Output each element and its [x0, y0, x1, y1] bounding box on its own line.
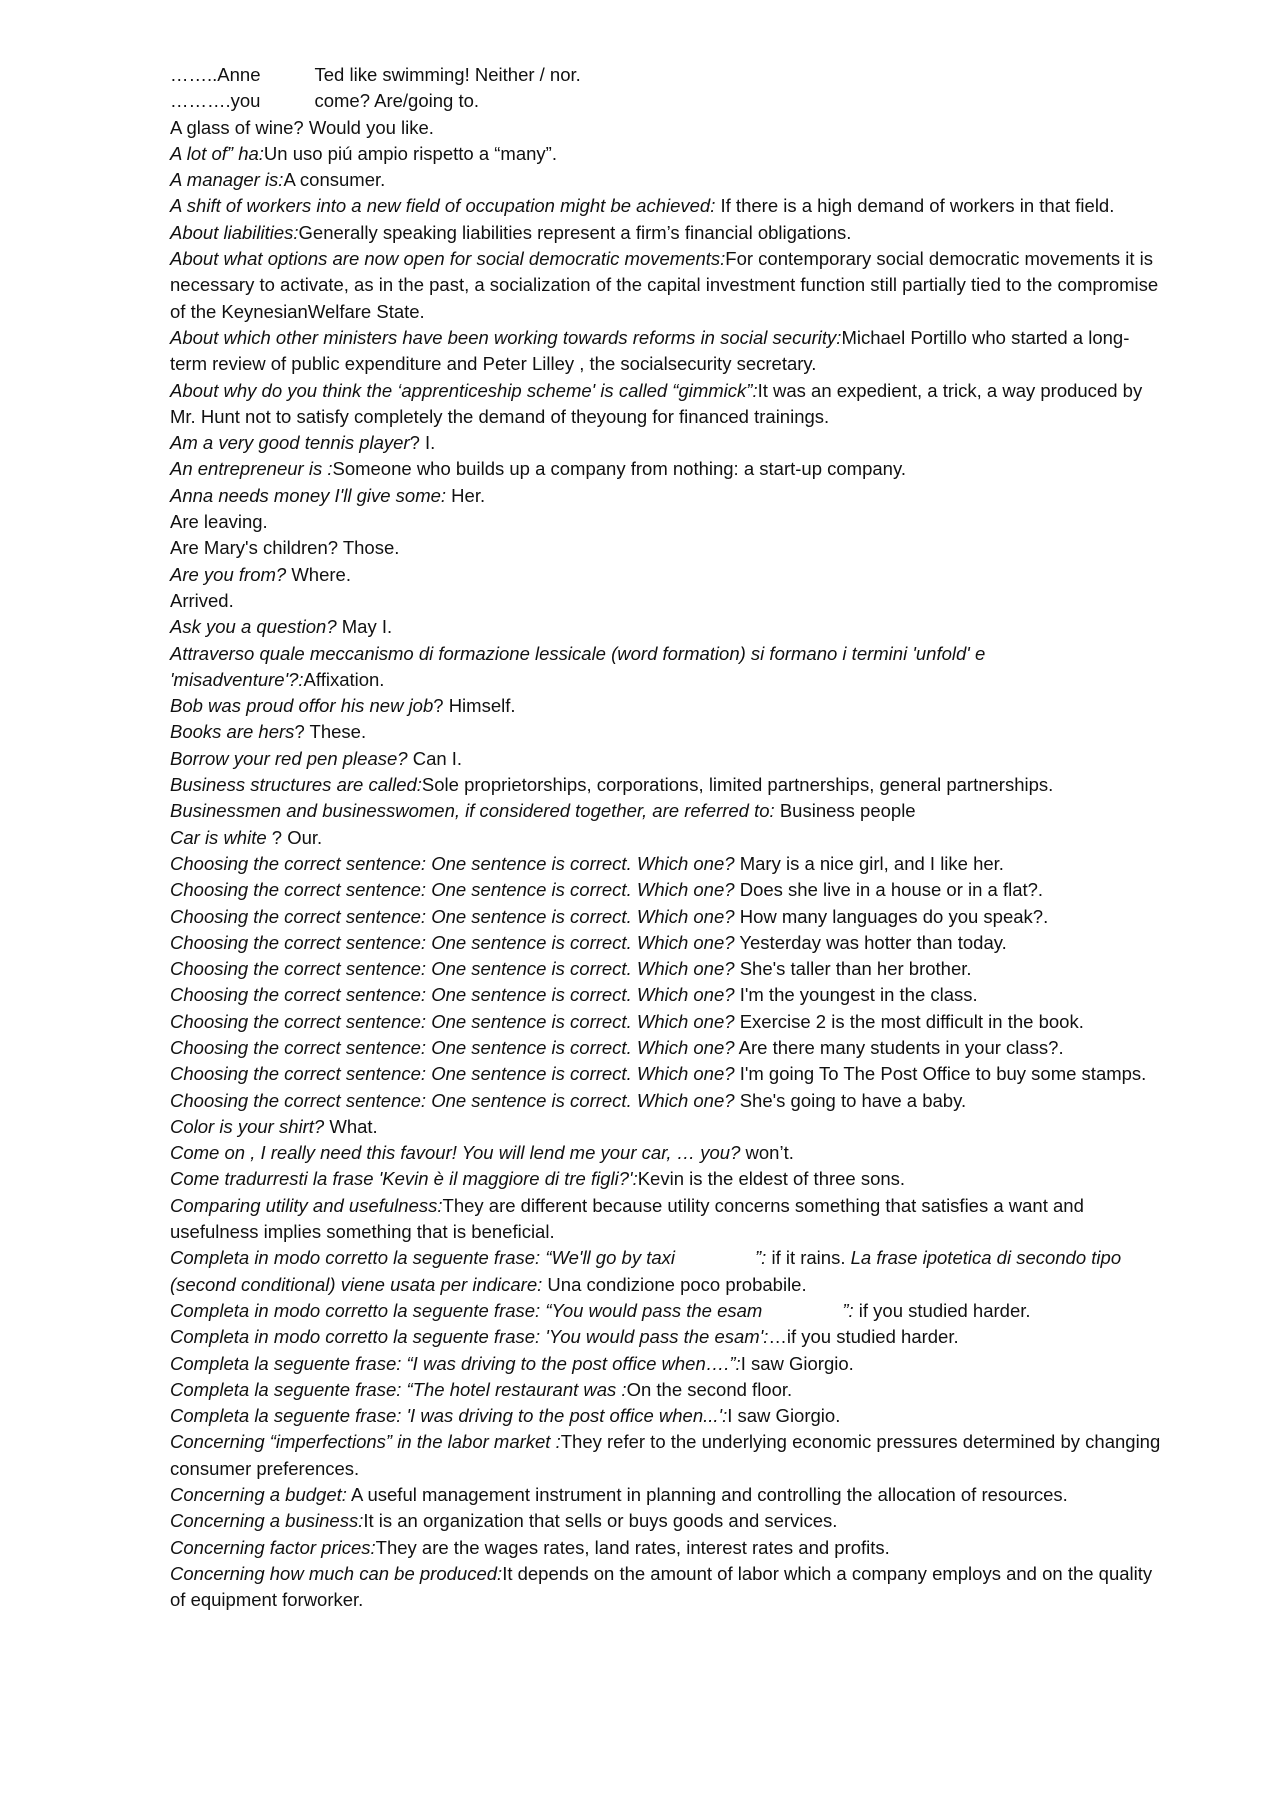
answer-text: Yesterday was hotter than today.	[734, 931, 1007, 953]
answer-text: I'm the youngest in the class.	[734, 984, 978, 1006]
qa-entry	[170, 167, 1170, 193]
answer-text: I'm going To The Post Office to buy some stamps.	[734, 1063, 1147, 1085]
question-text: Concerning factor prices:	[170, 1536, 376, 1558]
qa-entry	[170, 877, 1170, 903]
qa-entry	[170, 1482, 1170, 1508]
answer-text: Generally speaking liabilities represent a firm’s financial obligations.	[298, 221, 852, 243]
qa-entry	[170, 1298, 1170, 1324]
answer-text: I saw Giorgio.	[727, 1405, 841, 1427]
question-text: Are you from?	[170, 563, 287, 585]
answer-text: …if you studied harder.	[768, 1326, 959, 1348]
qa-entry	[170, 1403, 1170, 1429]
question-text: A shift of workers into a new field of occupation might be achieved:	[170, 195, 716, 217]
qa-entry	[170, 1088, 1170, 1114]
qa-entry	[170, 246, 1170, 325]
answer-text: Her.	[446, 484, 486, 506]
question-text: ”:	[755, 1247, 767, 1269]
qa-entry	[170, 1193, 1170, 1246]
qa-entry	[170, 798, 1170, 824]
answer-text: Where.	[286, 563, 351, 585]
qa-entry	[170, 1035, 1170, 1061]
qa-entry	[170, 115, 1170, 141]
question-text: Concerning a business:	[170, 1510, 364, 1532]
answer-text: For contemporary social democratic movements it is necessary to activate, as in the past, a socialization of the capital investment function still partially tied to the compromise of the KeynesianWelfare State.	[170, 248, 1159, 322]
answer-text: They are the wages rates, land rates, interest rates and profits.	[375, 1536, 890, 1558]
qa-entry	[170, 193, 1170, 219]
answer-text: What.	[324, 1115, 378, 1137]
qa-entry	[170, 956, 1170, 982]
question-text: Completa in modo corretto la seguente frase: “You would pass the esam	[170, 1299, 763, 1321]
qa-entry	[170, 456, 1170, 482]
question-text: About which other ministers have been working towards reforms in social security:	[170, 326, 842, 348]
answer-text: Does she live in a house or in a flat?.	[734, 879, 1044, 901]
qa-entry	[170, 378, 1170, 431]
qa-entry	[170, 535, 1170, 561]
question-text: Borrow your red pen please?	[170, 747, 408, 769]
answer-text: won’t.	[740, 1142, 794, 1164]
answer-text: if it rains.	[766, 1247, 846, 1269]
question-text: Choosing the correct sentence: One sentence is correct. Which one?	[170, 879, 735, 901]
qa-entry	[170, 141, 1170, 167]
answer-text: Are leaving.	[170, 511, 268, 533]
answer-text: Are there many students in your class?.	[734, 1036, 1064, 1058]
answer-text: come? Are/going to.	[314, 90, 480, 112]
answer-text: It was an expedient, a trick, a way produced by Mr. Hunt not to satisfy completely the demand of theyoung for financed trainings.	[170, 379, 1143, 427]
answer-text: A glass of wine? Would you like.	[170, 116, 434, 138]
question-text: ”:	[842, 1299, 854, 1321]
answer-text: Arrived.	[170, 589, 234, 611]
qa-entry	[170, 62, 1170, 88]
question-text: Choosing the correct sentence: One sentence is correct. Which one?	[170, 1089, 735, 1111]
question-text: About liabilities:	[170, 221, 299, 243]
qa-entry	[170, 562, 1170, 588]
question-text: Concerning a budget:	[170, 1484, 347, 1506]
qa-entry	[170, 1061, 1170, 1087]
qa-entry	[170, 719, 1170, 745]
answer-text: Kevin is the eldest of three sons.	[637, 1168, 906, 1190]
qa-entry	[170, 1324, 1170, 1350]
question-text: An entrepreneur is :	[170, 458, 333, 480]
qa-entry	[170, 1245, 1170, 1298]
question-text: Car is white	[170, 826, 267, 848]
answer-text: She's going to have a baby.	[734, 1089, 967, 1111]
answer-text: They are different because utility concerns something that satisfies a want and usefulness implies something that is beneficial.	[170, 1194, 1084, 1243]
qa-entry	[170, 772, 1170, 798]
qa-entry	[170, 1114, 1170, 1140]
question-text: Color is your shirt?	[170, 1115, 325, 1137]
answer-text: A consumer.	[283, 169, 386, 191]
question-text: Choosing the correct sentence: One sentence is correct. Which one?	[170, 958, 735, 980]
qa-entry	[170, 1535, 1170, 1561]
answer-text: How many languages do you speak?.	[734, 905, 1049, 927]
qa-entry	[170, 982, 1170, 1008]
question-text: Choosing the correct sentence: One sentence is correct. Which one?	[170, 905, 735, 927]
question-text: Business structures are called:	[170, 774, 422, 796]
answer-text: It is an organization that sells or buys goods and services.	[363, 1510, 838, 1532]
answer-text: Michael Portillo who started a long- term review of public expenditure and Peter Lilley , the socialsecurity secretary.	[170, 326, 1130, 375]
answer-text: Affixation.	[303, 668, 385, 690]
question-text: Choosing the correct sentence: One sentence is correct. Which one?	[170, 1010, 735, 1032]
qa-entry	[170, 1561, 1170, 1614]
answer-text: Can I.	[407, 747, 463, 769]
answer-text: Sole proprietorships, corporations, limited partnerships, general partnerships.	[421, 774, 1054, 796]
answer-text: ? Our.	[266, 826, 323, 848]
qa-entry	[170, 88, 1170, 114]
qa-entry	[170, 825, 1170, 851]
qa-entry	[170, 1351, 1170, 1377]
qa-entry	[170, 588, 1170, 614]
answer-text: A useful management instrument in planning and controlling the allocation of resources.	[346, 1484, 1068, 1506]
question-text: Choosing the correct sentence: One sentence is correct. Which one?	[170, 852, 735, 874]
qa-entry	[170, 614, 1170, 640]
question-text: A lot of” ha:	[170, 142, 264, 164]
question-text: Completa la seguente frase: 'I was driving to the post office when...':	[170, 1405, 728, 1427]
qa-entry	[170, 641, 1170, 694]
answer-text: I saw Giorgio.	[740, 1352, 854, 1374]
answer-text: They refer to the underlying economic pressures determined by changing consumer preferences.	[170, 1431, 1161, 1479]
question-text: Choosing the correct sentence: One sentence is correct. Which one?	[170, 984, 735, 1006]
qa-entry	[170, 509, 1170, 535]
question-text: Choosing the correct sentence: One sentence is correct. Which one?	[170, 931, 735, 953]
answer-text: It depends on the amount of labor which a company employs and on the quality of equipment forworker.	[170, 1562, 1153, 1611]
question-text: Choosing the correct sentence: One sentence is correct. Which one?	[170, 1063, 735, 1085]
question-text: Completa la seguente frase: “I was driving to the post office when….”:	[170, 1352, 741, 1374]
qa-entry	[170, 851, 1170, 877]
qa-entry	[170, 1140, 1170, 1166]
qa-entry	[170, 220, 1170, 246]
answer-text: ? These.	[294, 721, 367, 743]
qa-entry	[170, 483, 1170, 509]
answer-text: Un uso piú ampio rispetto a “many”.	[263, 142, 557, 164]
answer-text: May I.	[336, 616, 393, 638]
question-text: A manager is:	[170, 169, 284, 191]
qa-entry	[170, 325, 1170, 378]
question-text: Completa la seguente frase: “The hotel restaurant was :	[170, 1378, 627, 1400]
qa-entry	[170, 1377, 1170, 1403]
question-text: Concerning how much can be produced:	[170, 1562, 503, 1584]
qa-entry	[170, 1166, 1170, 1192]
answer-text: ? Himself.	[433, 695, 516, 717]
question-text: Anna needs money I'll give some:	[170, 484, 447, 506]
question-text: Choosing the correct sentence: One sentence is correct. Which one?	[170, 1036, 735, 1058]
question-text: Ask you a question?	[170, 616, 337, 638]
question-text: Businessmen and businesswomen, if considered together, are referred to:	[170, 800, 775, 822]
qa-entry	[170, 904, 1170, 930]
qa-list	[170, 62, 1170, 1614]
qa-entry	[170, 930, 1170, 956]
qa-entry	[170, 693, 1170, 719]
qa-entry	[170, 1508, 1170, 1534]
question-text: Completa in modo corretto la seguente frase: 'You would pass the esam':	[170, 1326, 769, 1348]
question-text: Am a very good tennis player	[170, 432, 410, 454]
answer-text: Are Mary's children? Those.	[170, 537, 400, 559]
answer-text: Someone who builds up a company from nothing: a start-up company.	[332, 458, 906, 480]
question-text: Comparing utility and usefulness:	[170, 1194, 443, 1216]
answer-text: If there is a high demand of workers in that field.	[715, 195, 1115, 217]
question-text: About what options are now open for social democratic movements:	[170, 248, 726, 270]
answer-text: Mary is a nice girl, and I like her.	[734, 852, 1004, 874]
answer-text: Exercise 2 is the most difficult in the book.	[734, 1010, 1084, 1032]
answer-text: Una condizione poco probabile.	[542, 1273, 807, 1295]
answer-text: ? I.	[409, 432, 436, 454]
question-text: Completa in modo corretto la seguente frase: “We'll go by taxi	[170, 1247, 675, 1269]
answer-text: Ted like swimming! Neither / nor.	[314, 64, 581, 85]
question-text: Concerning “imperfections” in the labor market :	[170, 1431, 561, 1453]
question-text: Attraverso quale meccanismo di formazione lessicale (word formation) si formano i termini 'unfold' e 'misadventure'?:	[170, 642, 986, 690]
qa-entry	[170, 1009, 1170, 1035]
qa-entry	[170, 1429, 1170, 1482]
qa-entry	[170, 746, 1170, 772]
answer-text: ……….you	[170, 90, 261, 112]
question-text: La frase ipotetica di secondo tipo (second conditional) viene usata per indicare:	[170, 1247, 1122, 1295]
question-text: Come tradurresti la frase 'Kevin è il maggiore di tre figli?':	[170, 1168, 638, 1190]
question-text: Books are hers	[170, 721, 295, 743]
answer-text: She's taller than her brother.	[734, 958, 972, 980]
question-text: Come on , I really need this favour! You will lend me your car, … you?	[170, 1142, 741, 1164]
answer-text: if you studied harder.	[853, 1299, 1031, 1321]
answer-text: Business people	[774, 800, 916, 822]
question-text: About why do you think the ‘apprenticeship scheme' is called “gimmick”:	[170, 379, 758, 401]
question-text: Bob was proud offor his new job	[170, 695, 434, 717]
answer-text: ……..Anne	[170, 64, 261, 85]
qa-entry	[170, 430, 1170, 456]
answer-text: On the second floor.	[626, 1378, 793, 1400]
